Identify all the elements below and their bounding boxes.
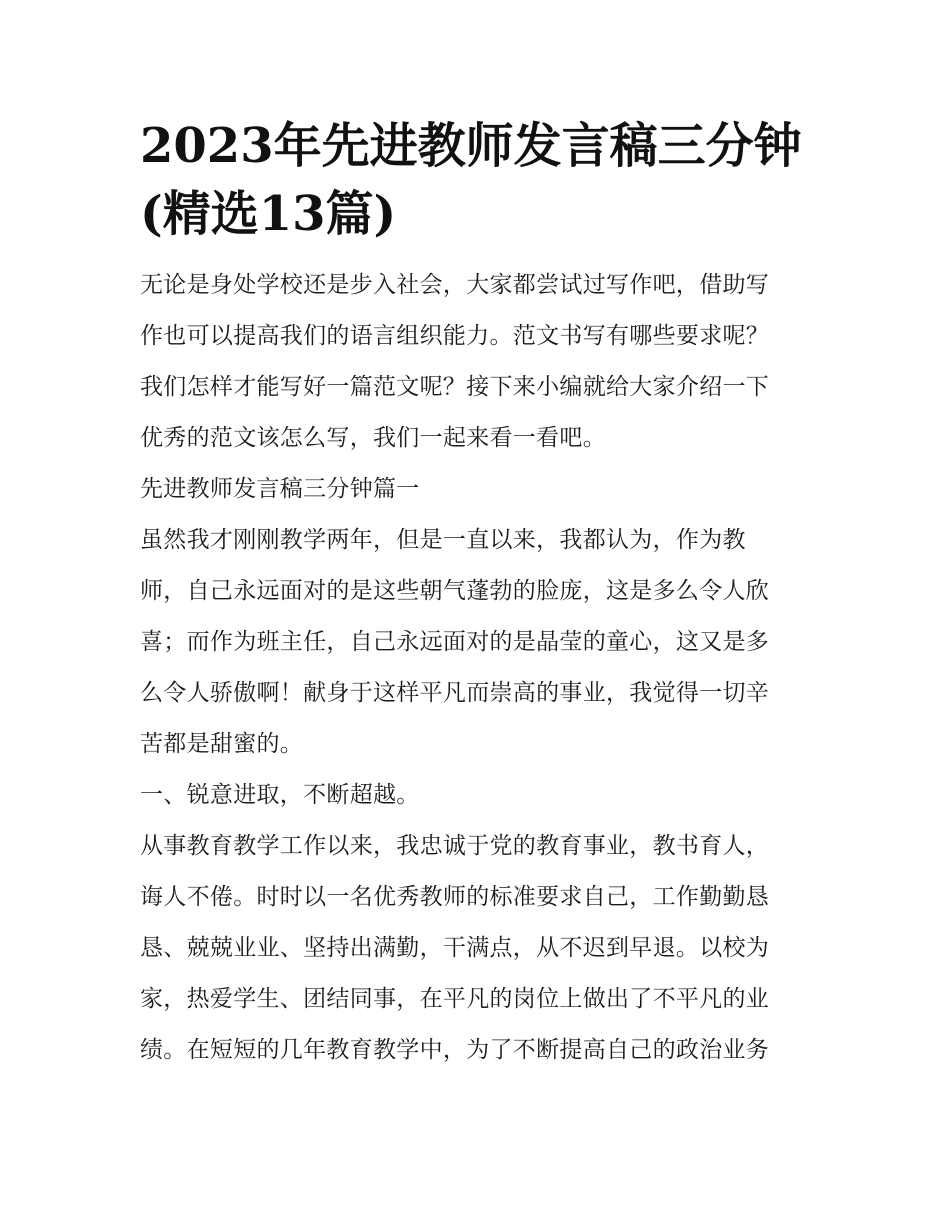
- section-heading: [140, 464, 820, 515]
- title-line: 2023年先进教师发言稿三分钟: [140, 118, 802, 174]
- body-paragraph-1: [140, 515, 820, 770]
- text-line: 师，自己永远面对的是这些朝气蓬勃的脸庞，这是多么令人欣: [140, 578, 770, 604]
- body-paragraph-2: [140, 821, 820, 1076]
- intro-paragraph: [140, 260, 820, 464]
- text-line: 从事教育教学工作以来，我忠诚于党的教育事业，教书育人，: [140, 833, 770, 859]
- document-body: [140, 260, 820, 1076]
- title-line: (精选13篇): [140, 186, 397, 242]
- text-line: 喜；而作为班主任，自己永远面对的是晶莹的童心，这又是多: [140, 629, 770, 655]
- document-title: [140, 112, 820, 248]
- text-line: 先进教师发言稿三分钟篇一: [140, 476, 420, 502]
- subheading: [140, 770, 820, 821]
- text-line: 诲人不倦。时时以一名优秀教师的标准要求自己，工作勤勤恳: [140, 884, 770, 910]
- text-line: 恳、兢兢业业、坚持出满勤，干满点，从不迟到早退。以校为: [140, 935, 770, 961]
- text-line: 优秀的范文该怎么写，我们一起来看一看吧。: [140, 425, 606, 451]
- text-line: 作也可以提高我们的语言组织能力。范文书写有哪些要求呢？: [140, 323, 770, 349]
- text-line: 苦都是甜蜜的。: [140, 731, 304, 757]
- text-line: 无论是身处学校还是步入社会，大家都尝试过写作吧，借助写: [140, 272, 770, 298]
- text-line: 家，热爱学生、团结同事，在平凡的岗位上做出了不平凡的业: [140, 986, 770, 1012]
- text-line: 么令人骄傲啊！献身于这样平凡而崇高的事业，我觉得一切辛: [140, 680, 770, 706]
- text-line: 虽然我才刚刚教学两年，但是一直以来，我都认为，作为教: [140, 527, 746, 553]
- text-line: 我们怎样才能写好一篇范文呢？接下来小编就给大家介绍一下: [140, 374, 770, 400]
- document-content: [140, 112, 820, 1076]
- text-line: 绩。在短短的几年教育教学中，为了不断提高自己的政治业务: [140, 1037, 770, 1063]
- text-line: 一、锐意进取，不断超越。: [140, 782, 420, 808]
